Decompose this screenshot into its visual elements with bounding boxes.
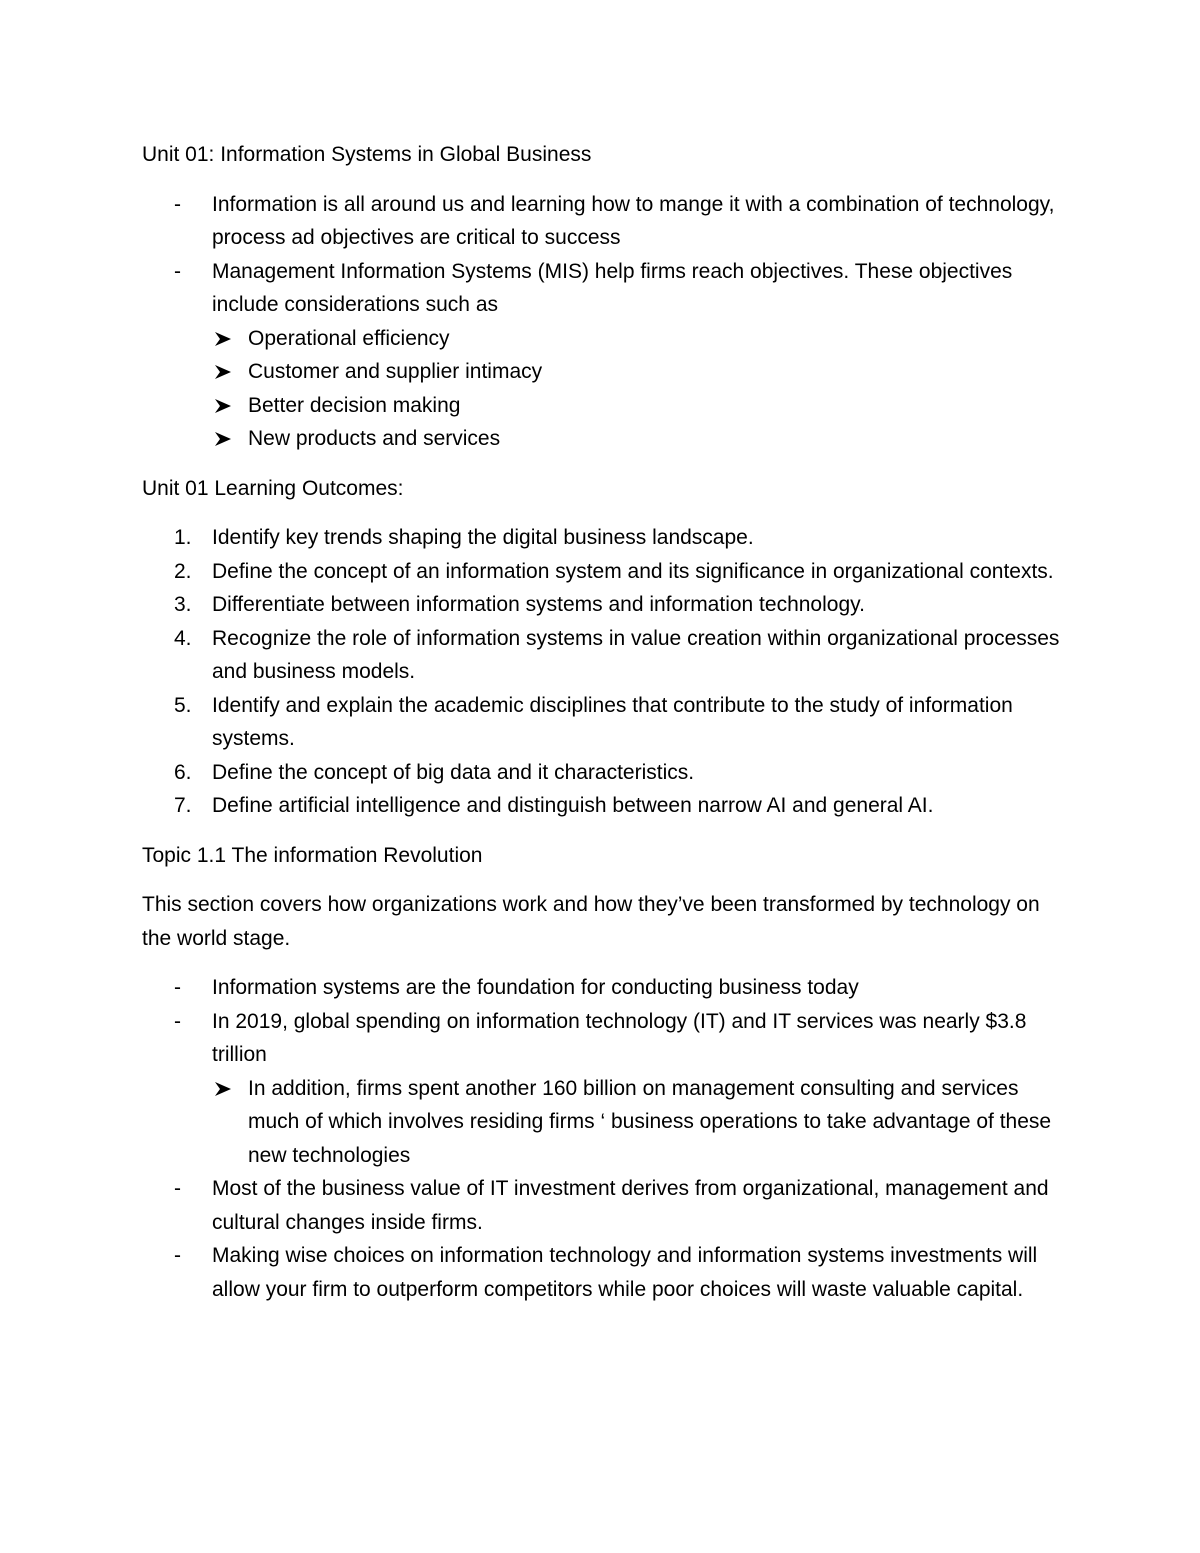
dash-marker: -: [174, 976, 181, 999]
list-item: [142, 622, 1062, 689]
arrow-bullet-icon: [214, 364, 232, 380]
list-item-text: Better decision making: [248, 393, 461, 417]
list-number: 4.: [174, 626, 192, 650]
arrow-bullet-icon: [214, 1081, 232, 1097]
list-item-text: Making wise choices on information technology and information systems investments will allow your firm to outperform competitors while poor choices will waste valuable capital.: [212, 1244, 1038, 1301]
list-item: [142, 322, 1062, 356]
list-item: [142, 1005, 1062, 1173]
topic-list: [142, 971, 1062, 1306]
intro-list: [142, 188, 1062, 456]
list-item: [142, 971, 1062, 1005]
list-item-text: Management Information Systems (MIS) help firms reach objectives. These objectives include considerations such as: [212, 259, 1013, 316]
list-item: [142, 689, 1062, 756]
list-item: [142, 1072, 1062, 1173]
list-item-text: In 2019, global spending on information technology (IT) and IT services was nearly $3.8 trillion: [212, 1009, 1027, 1066]
list-item: [142, 756, 1062, 790]
dash-marker: -: [174, 1244, 181, 1267]
list-item-text: New products and services: [248, 427, 501, 450]
list-item: [142, 422, 1062, 456]
list-item-text: Information systems are the foundation for conducting business today: [212, 976, 859, 999]
outcomes-heading: Unit 01 Learning Outcomes:: [142, 476, 404, 500]
list-item-text: Identify and explain the academic disciplines that contribute to the study of information systems.: [212, 693, 1013, 750]
list-item: [142, 389, 1062, 423]
list-item-text: Recognize the role of information systems in value creation within organizational processes and business models.: [212, 626, 1060, 683]
outcomes-list: [142, 521, 1062, 823]
list-number: 1.: [174, 526, 192, 549]
topic-heading: Topic 1.1 The information Revolution: [142, 843, 483, 867]
list-item: [142, 1172, 1062, 1239]
list-item-text: Most of the business value of IT investment derives from organizational, management and cultural changes inside firms.: [212, 1177, 1049, 1234]
list-item: [142, 521, 1062, 555]
list-item-text: Define the concept of big data and it characteristics.: [212, 760, 695, 784]
list-number: 6.: [174, 760, 192, 784]
list-item: [142, 555, 1062, 589]
list-item-text: Differentiate between information systems and information technology.: [212, 593, 865, 616]
list-item-text: Define the concept of an information system and its significance in organizational contexts.: [212, 559, 1054, 583]
unit-title: Unit 01: Information Systems in Global Business: [142, 143, 592, 166]
dash-marker: -: [174, 259, 181, 283]
list-item: [142, 355, 1062, 389]
arrow-bullet-icon: [214, 431, 232, 447]
list-item: [142, 588, 1062, 622]
list-item-text: Information is all around us and learning how to mange it with a combination of technology, process ad objectives are critical to success: [212, 192, 1055, 249]
list-item: [142, 789, 1062, 823]
list-number: 2.: [174, 559, 192, 583]
list-item-text: In addition, firms spent another 160 billion on management consulting and services much of which involves residing firms ‘ business operations to take advantage of these new technologies: [248, 1076, 1052, 1167]
list-item: [142, 188, 1062, 255]
objectives-list: [142, 322, 1062, 456]
list-item-text: Operational efficiency: [248, 326, 450, 350]
document-body: [142, 138, 1062, 1306]
dash-marker: -: [174, 192, 181, 216]
dash-marker: -: [174, 1009, 181, 1033]
list-item-text: Identify key trends shaping the digital business landscape.: [212, 526, 754, 549]
list-number: 7.: [174, 794, 192, 817]
arrow-bullet-icon: [214, 331, 232, 347]
topic-intro-paragraph: This section covers how organizations work and how they’ve been transformed by technology on the world stage.: [142, 893, 1040, 950]
dash-marker: -: [174, 1177, 181, 1200]
list-number: 5.: [174, 693, 192, 717]
arrow-bullet-icon: [214, 398, 232, 414]
list-item: [142, 1239, 1062, 1306]
list-item-text: Customer and supplier intimacy: [248, 360, 543, 383]
list-number: 3.: [174, 593, 192, 616]
list-item: [142, 255, 1062, 456]
list-item-text: Define artificial intelligence and distinguish between narrow AI and general AI.: [212, 794, 934, 817]
topic-sublist: [142, 1072, 1062, 1173]
